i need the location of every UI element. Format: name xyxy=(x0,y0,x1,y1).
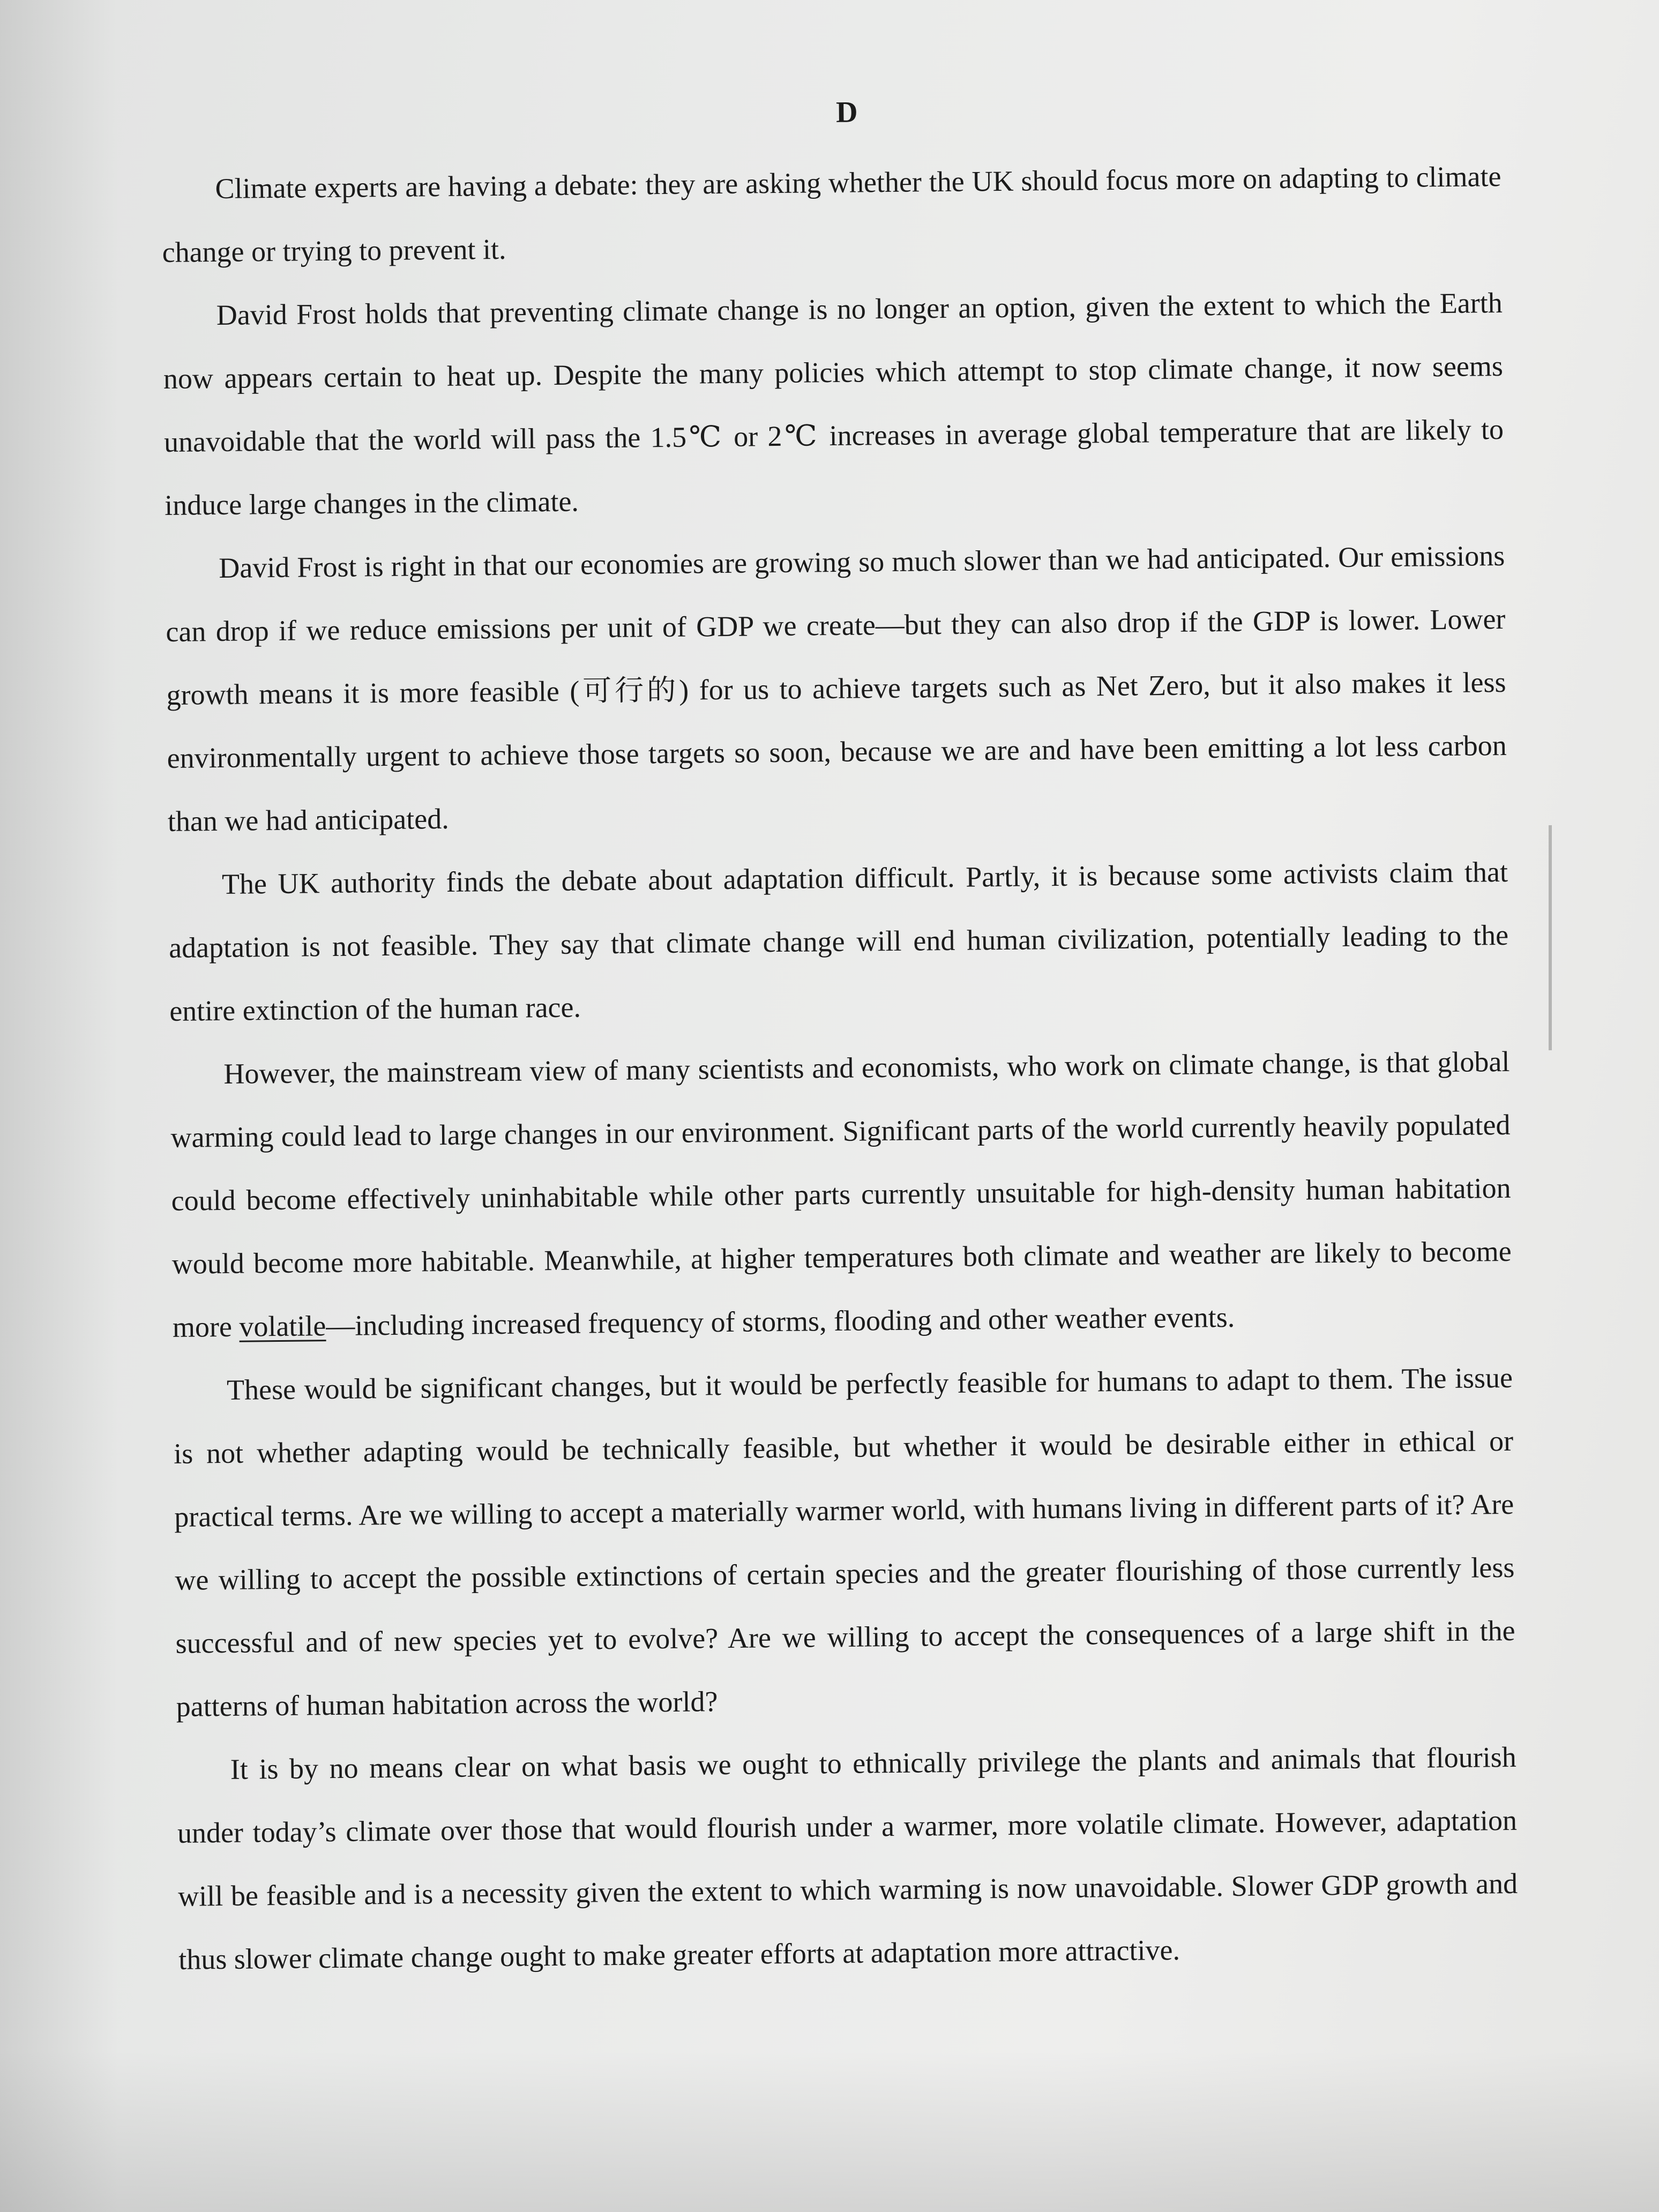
underlined-word-volatile: volatile xyxy=(239,1310,326,1343)
paragraph-5-text-a: However, the mainstream view of many scientists and economists, who work on climate change, is that global warming could lead to large changes in our environment. Significant parts of the world currently heavily populated could become effectively uninhabitable while other parts currently unsuitable for high-density human habitation would become more habitable. Meanwhile, at higher temperatures both climate and weather are likely to become more xyxy=(170,1045,1512,1343)
paragraph-1: Climate experts are having a debate: they are asking whether the UK should focus more on adapting to climate change or trying to prevent it. xyxy=(162,160,1501,268)
section-letter: D xyxy=(835,95,858,129)
page-shadow-bottom xyxy=(0,2051,1659,2212)
paragraph-3: David Frost is right in that our economies are growing so much slower than we had anticipated. Our emissions can drop if we reduce emissions per unit of GDP we create—but they can also drop if the GDP is lower. Lower growth means it is more feasible (可行的) for us to achieve targets such as Net Zero, but it also makes it less environmentally urgent to achieve those targets so soon, because we are and have been emitting a lot less carbon than we had anticipated. xyxy=(166,539,1507,838)
paragraph-5 xyxy=(170,1030,1513,1359)
page-edge-mark xyxy=(1549,825,1552,1050)
paragraph-4: The UK authority finds the debate about adaptation difficult. Partly, it is because some activists claim that adaptation is not feasible. They say that climate change will end human civilization, potentially leading to the entire extinction of the human race. xyxy=(168,855,1509,1027)
paragraph-6: These would be significant changes, but it would be perfectly feasible for humans to adapt to them. The issue is not whether adapting would be technically feasible, but whether it would be desirable either in ethical or practical terms. Are we willing to accept a materially warmer world, with humans living in different parts of it? Are we willing to accept the possible extinctions of certain species and the greater flourishing of those currently less successful and of new species yet to evolve? Are we willing to accept the consequences of a large shift in the patterns of human habitation across the world? xyxy=(173,1361,1515,1723)
paragraph-5-text-b: —including increased frequency of storms, flooding and other weather events. xyxy=(326,1301,1235,1342)
page-shadow-left xyxy=(0,0,118,2212)
reading-passage xyxy=(161,89,1519,1991)
paragraph-7: It is by no means clear on what basis we ought to ethnically privilege the plants and animals that flourish under today’s climate over those that would flourish under a warmer, more volatile climate. However, adaptation will be feasible and is a necessity given the extent to which warming is now unavoidable. Slower GDP growth and thus slower climate change ought to make greater efforts at adaptation more attractive. xyxy=(177,1740,1518,1976)
paragraph-2: David Frost holds that preventing climate change is no longer an option, given the extent to which the Earth now appears certain to heat up. Despite the many policies which attempt to stop climate change, it now seems unavoidable that the world will pass the 1.5℃ or 2℃ increases in average global temperature that are likely to induce large changes in the climate. xyxy=(163,286,1504,521)
